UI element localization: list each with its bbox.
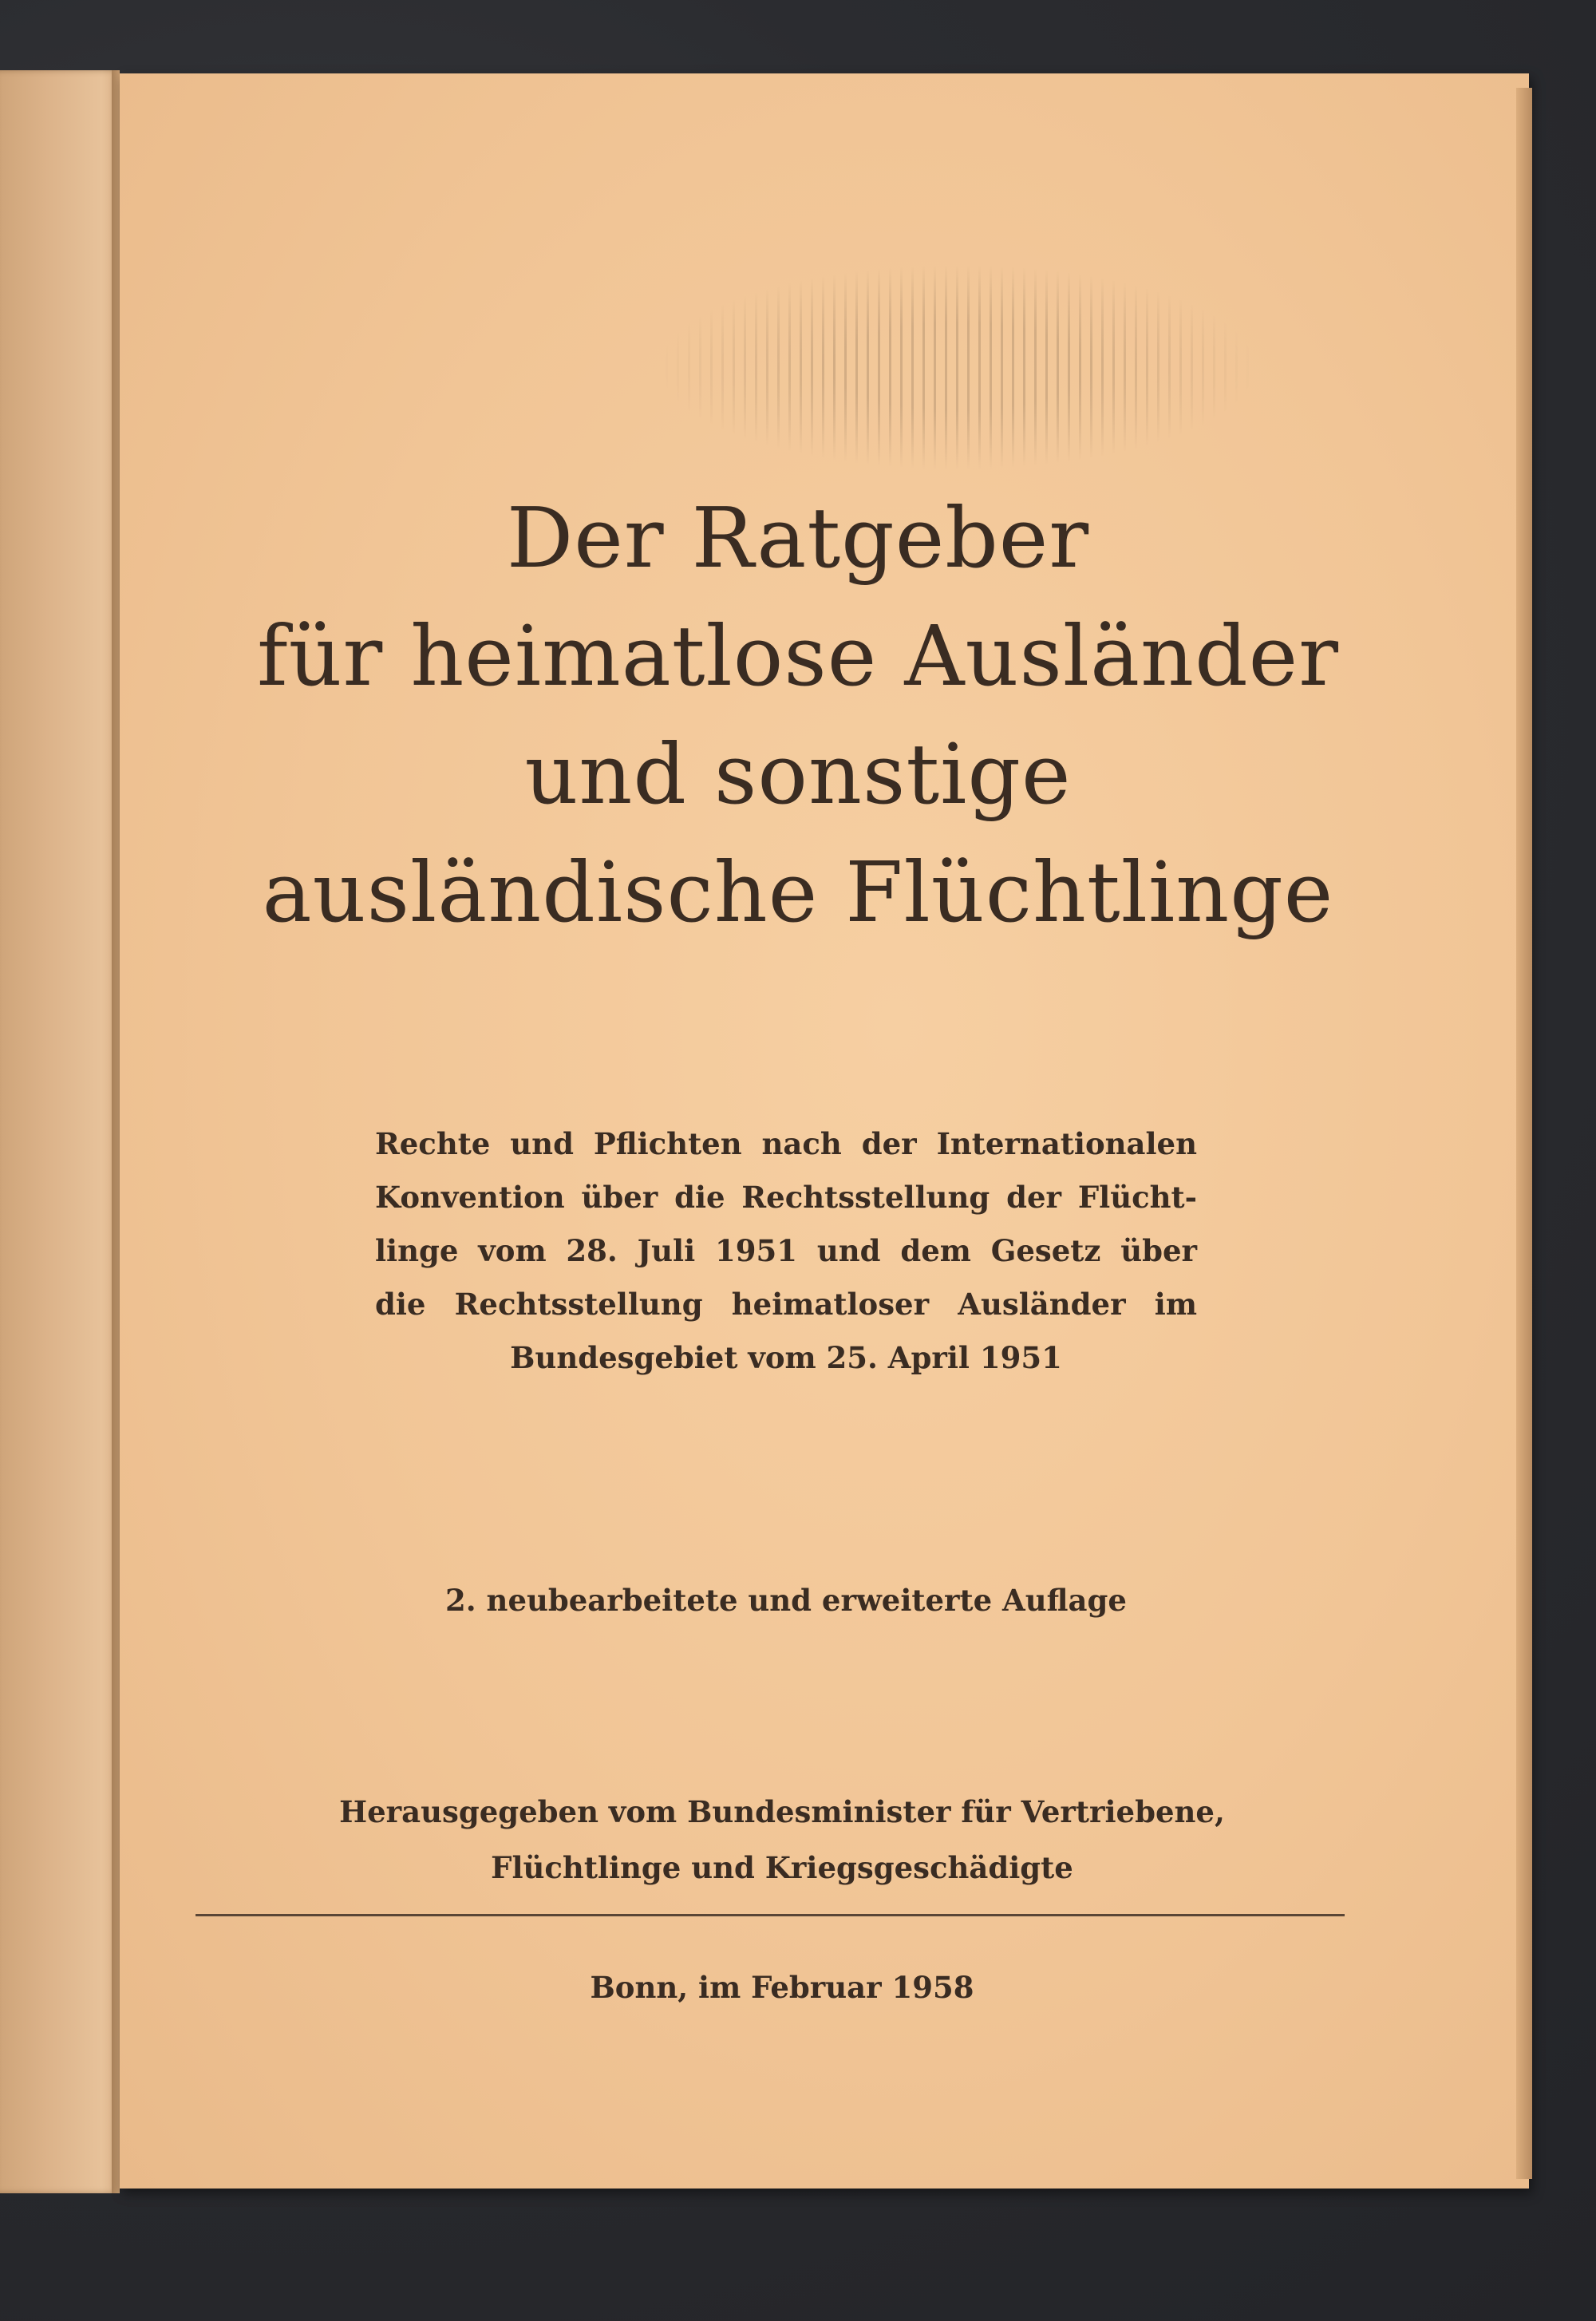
- title-line: und sonstige: [524, 726, 1072, 823]
- spine-edge: [112, 70, 120, 2193]
- publisher: [303, 1784, 1261, 1896]
- page-edge: [1516, 88, 1532, 2179]
- title-line: für heimatlose Ausländer: [257, 607, 1339, 705]
- subtitle-line: die Rechtsstellung heimatloser Ausländer im: [375, 1287, 1197, 1322]
- subtitle-line: Rechte und Pflichten nach der Internationalen: [375, 1126, 1197, 1161]
- publisher-line: Flüchtlinge und Kriegsgeschädigte: [491, 1850, 1073, 1885]
- title-line: ausländische Flüchtlinge: [262, 844, 1334, 941]
- edition-note: 2. neubearbeitete und erweiterte Auflage: [445, 1583, 1127, 1618]
- subtitle-line: linge vom 28. Juli 1951 und dem Gesetz über: [375, 1233, 1197, 1268]
- book-subtitle: [375, 1117, 1197, 1385]
- divider-rule: [196, 1914, 1345, 1916]
- book-title: [239, 479, 1357, 951]
- subtitle-line: Konvention über die Rechtsstellung der Flücht-: [375, 1180, 1197, 1215]
- title-line: Der Ratgeber: [506, 489, 1090, 587]
- publisher-line: Herausgegeben vom Bundesminister für Vertriebene,: [339, 1794, 1225, 1829]
- subtitle-line: Bundesgebiet vom 25. April 1951: [510, 1340, 1062, 1375]
- place-date: Bonn, im Februar 1958: [590, 1970, 974, 2005]
- faded-stamp: [654, 263, 1261, 471]
- book-spine: [0, 70, 120, 2193]
